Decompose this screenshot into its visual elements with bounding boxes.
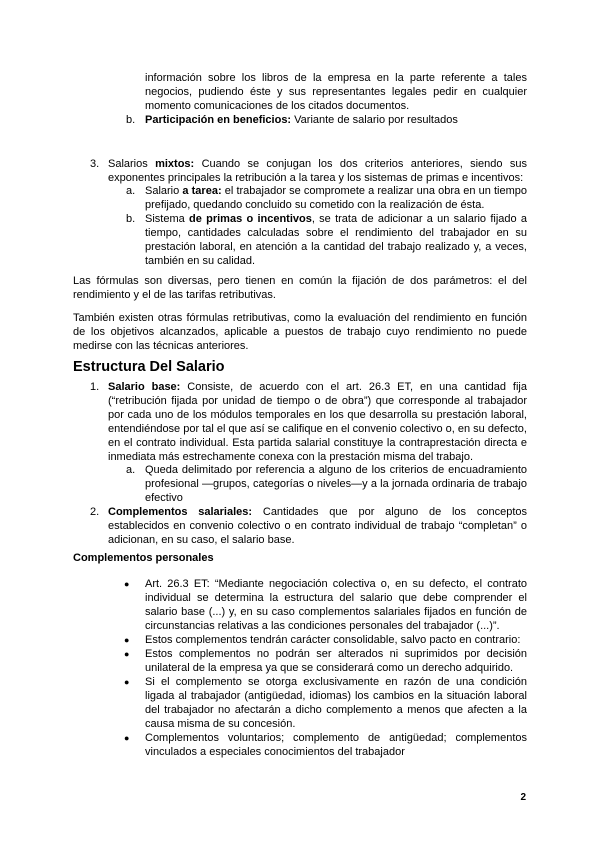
definition: Consiste, de acuerdo con el art. 26.3 ET, en una cantidad fija (“retribución fijada por unidad de tiempo o de obra”) que corresponde al trabajador por cada uno de los módulos temporales en los que desarrolla su prestación laboral, entendiéndose por tal el que así se califique en el convenio colectivo o, en su defecto, en el contrato individual. Esta partida salarial constituye la contraprestación directa e inmediata más estrechamente conexa con la prestación misma del trabajo. [108,381,527,463]
page-number: 2 [520,792,526,803]
bullet-item: Art. 26.3 ET: “Mediante negociación colectiva o, en su defecto, el contrato individual se determina la estructura del salario que debe comprender el salario base (...) y, en su caso complementos salariales fijados en función de circunstancias relativas a las condiciones personales del trabajador (...)”. [145,578,527,632]
text: Sistema [145,213,190,225]
definition: Cuando se conjugan los dos criterios anteriores, siendo sus exponentes principales la retribución a la tarea y los sistemas de primas e incentivos: [108,158,527,184]
bullet-icon: ● [124,579,130,589]
bullet-icon: ● [124,733,130,743]
list-marker: a. [126,185,136,197]
list-marker: b. [126,213,136,225]
list-marker: b. [126,114,136,126]
term: Participación en beneficios: [145,114,292,126]
text: Salarios [108,158,156,170]
term: a tarea: [182,185,222,197]
list-item-salarios-mixtos [108,157,527,185]
text: Salario [145,185,183,197]
list-item-delimitado: Queda delimitado por referencia a alguno de los criterios de encuadramiento profesional —grupos, categorías o niveles—y a la jornada ordinaria de trabajo efectivo [145,464,527,504]
definition: Variante de salario por resultados [291,114,458,126]
section-heading: Estructura Del Salario [73,359,225,375]
list-marker: 1. [90,381,100,393]
bullet-icon: ● [124,635,130,645]
list-marker: 2. [90,506,100,518]
bullet-icon: ● [124,649,130,659]
definition: , se trata de adicionar a un salario fijado a tiempo, cantidades calculadas sobre el rendimiento del trabajador en su prestación laboral, en atención a la cantidad del trabajo realizado y, a veces, también en su calidad. [145,213,527,267]
term: de primas o incentivos [189,213,312,225]
paragraph-otras-formulas: También existen otras fórmulas retributivas, como la evaluación del rendimiento en función de los objetivos alcanzados, aplicable a puestos de trabajo cuyo rendimiento no puede medirse con las técnicas anteriores. [73,312,527,352]
bullet-item: Estos complementos tendrán carácter consolidable, salvo pacto en contrario: [145,634,521,646]
term: mixtos: [155,158,195,170]
continuation-paragraph: información sobre los libros de la empresa en la parte referente a tales negocios, pudiendo éste y sus representantes legales pedir en cualquier momento comunicaciones de los citados documentos. [145,72,527,112]
term: Complementos salariales: [108,506,253,518]
bullet-item: Estos complementos no podrán ser alterados ni suprimidos por decisión unilateral de la empresa ya que se considerará como un derecho adquirido. [145,648,527,674]
list-item-primas-incentivos [145,212,527,268]
bullet-item: Si el complemento se otorga exclusivamente en razón de una condición ligada al trabajador (antigüedad, idiomas) los cambios en la situación laboral del trabajador no afectarán a dicho complemento a menos que afecten a la causa misma de su concesión. [145,676,527,730]
paragraph-formulas: Las fórmulas son diversas, pero tienen en común la fijación de dos parámetros: el del rendimiento y el de las tarifas retributivas. [73,275,527,301]
list-marker: a. [126,464,136,476]
list-item-a-tarea [145,184,527,212]
list-item-salario-base [108,380,527,464]
definition: Cantidades que por alguno de los conceptos establecidos en convenio colectivo o en contrato individual de trabajo “completan” o adicionan, en su caso, el salario base. [108,506,527,546]
bullet-item: Complementos voluntarios; complemento de antigüedad; complementos vinculados a especiales conocimientos del trabajador [145,732,527,758]
list-item-complementos-salariales [108,505,527,547]
term: Salario base: [108,381,181,393]
subsection-heading: Complementos personales [73,552,214,564]
list-marker: 3. [90,158,100,170]
list-item-participacion [145,113,527,127]
bullet-icon: ● [124,677,130,687]
definition: el trabajador se compromete a realizar una obra en un tiempo prefijado, quedando concluido su cometido con la realización de ésta. [145,185,527,211]
